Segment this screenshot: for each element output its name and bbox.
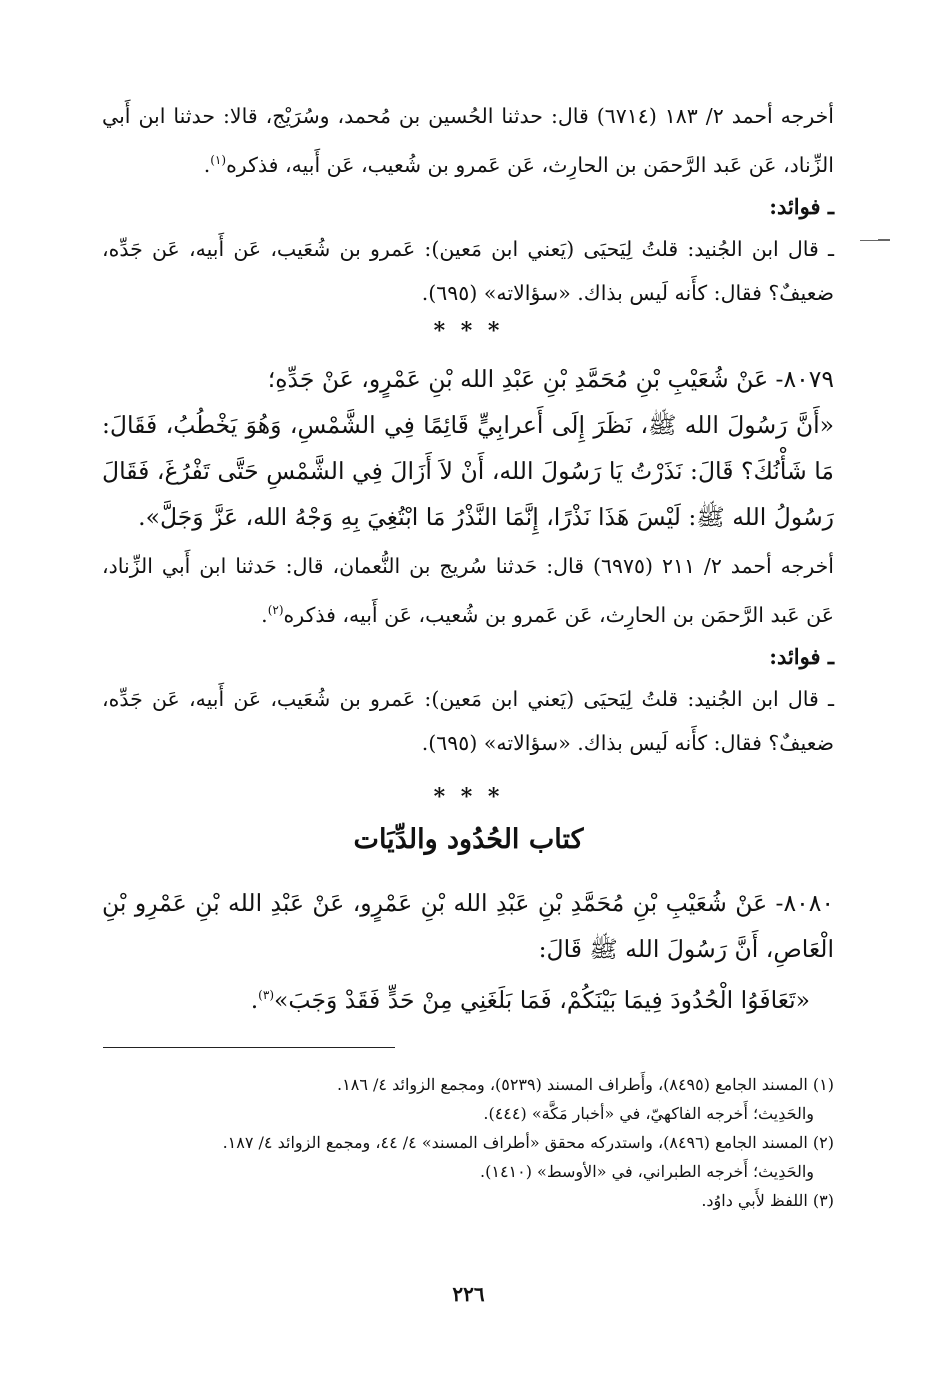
book-title: كتاب الحُدُود والدِّيَات [353,824,584,855]
footnote-ref-1: (١) [210,153,227,167]
hadith-8080-matn-end: . [250,985,259,1014]
hadith-8080-matn-text: «تَعَافَوُا الْحُدُودَ فِيمَا بَيْنَكُمْ، فَمَا بَلَغَنِي مِنْ حَدٍّ فَقَدْ وَجَبَ» [274,985,810,1014]
footnote-ref-2: (٢) [267,603,284,617]
footnote-2b: والحَدِيث؛ أَخرجه الطبراني، في «الأوسط» (١٤١٠). [480,1162,814,1181]
takhrij-paragraph-1 [102,94,834,187]
footnote-2a: (٢) المسند الجامع (٨٤٩٦)، واستدركه محقق «أطراف المسند» ٤/ ٤٤، ومجمع الزوائد ٤/ ١٨٧. [222,1133,834,1152]
hadith-8079-takhrij [102,544,834,637]
footnotes [102,1070,834,1215]
takhrij-text-1: أخرجه أحمد ٢/ ١٨٣ (٦٧١٤) قال: حدثنا الحُسين بن مُحمد، وسُرَيْج، قالا: حدثنا ابن أَبي الزِّناد، عَن عَبد الرَّحمَن بن الحارِث، عَن عَمرو بن شُعيب، عَن أَبيه، فذكره [102,104,834,177]
hadith-8079-isnad: ٨٠٧٩- عَنْ شُعَيْبِ بْنِ مُحَمَّدِ بْنِ عَبْدِ الله بْنِ عَمْرٍو، عَنْ جَدِّهِ؛ [267,365,834,393]
hadith-8079-matn: «أَنَّ رَسُولَ الله ﷺ، نَظَرَ إِلَى أَعرابِيٍّ قَائِمًا فِي الشَّمْسِ، وَهُوَ يَخْطُبُ، فَقَالَ: مَا شَأْنُكَ؟ قَالَ: نَذَرْتُ يَا رَسُولَ الله، أَنْ لاَ أَزَالَ فِي الشَّمْسِ حَتَّى تَفْرُغَ، فَقَالَ رَسُولُ الله ﷺ: لَيْسَ هَذَا نَذْرًا، إِنَّمَا النَّذْرُ مَا ابْتُغِيَ بِهِ وَجْهُ الله، عَزَّ وَجَلَّ». [102,411,834,531]
block-previous-hadith [102,94,834,315]
separator-stars-1: * * * [433,318,504,344]
hadith-8079 [102,356,834,765]
fawaid-heading-2: ـ فوائد: [769,643,834,669]
footnote-separator [103,1047,395,1048]
fawaid-text-2: ـ قال ابن الجُنيد: قلتُ لِيَحيَى (يَعني ابن مَعين): عَمرو بن شُعَيب، عَن أَبيه، عَن جَدِّه، ضعيفٌ؟ فقال: كأَنه لَيس بذاك. «سؤالاته» (٦٩٥). [102,686,834,755]
fawaid-heading-1: ـ فوائد: [769,193,834,219]
takhrij-text-2: أخرجه أحمد ٢/ ٢١١ (٦٩٧٥) قال: حَدثنا سُريج بن النُّعمان، قال: حَدثنا ابن أَبي الزِّناد، عَن عَبد الرَّحمَن بن الحارِث، عَن عَمرو بن شُعيب، عَن أَبيه، فذكره [102,554,834,627]
margin-mark [860,240,890,241]
separator-stars-2: * * * [433,784,504,810]
takhrij-end-2: . [261,602,268,627]
hadith-8080-matn [102,972,834,1023]
footnote-3: (٣) اللفظ لأَبي داوُد. [701,1191,834,1210]
hadith-8080 [102,880,834,1023]
takhrij-end-1: . [203,152,211,177]
footnote-1a: (١) المسند الجامع (٨٤٩٥)، وأَطراف المسند (٥٢٣٩)، ومجمع الزوائد ٤/ ١٨٦. [337,1075,834,1094]
hadith-8080-isnad: ٨٠٨٠- عَنْ شُعَيْبِ بْنِ مُحَمَّدِ بْنِ عَبْدِ الله بْنِ عَمْرٍو، عَنْ عَبْدِ الله بْنِ عَمْرِو بْنِ الْعَاصِ، أَنَّ رَسُولَ الله ﷺ قَالَ: [102,889,834,963]
footnote-ref-3: (٣) [258,988,274,1002]
footnote-1b: والحَدِيث؛ أَخرجه الفاكهيّ، في «أخبار مَكَّة» (٤٤٤). [483,1104,814,1123]
fawaid-text-1: ـ قال ابن الجُنيد: قلتُ لِيَحيَى (يَعني ابن مَعين): عَمرو بن شُعَيب، عَن أَبيه، عَن جَدِّه، ضعيفٌ؟ فقال: كأَنه لَيس بذاك. «سؤالاته» (٦٩٥). [102,236,834,305]
page-number: ٢٢٦ [452,1282,485,1306]
